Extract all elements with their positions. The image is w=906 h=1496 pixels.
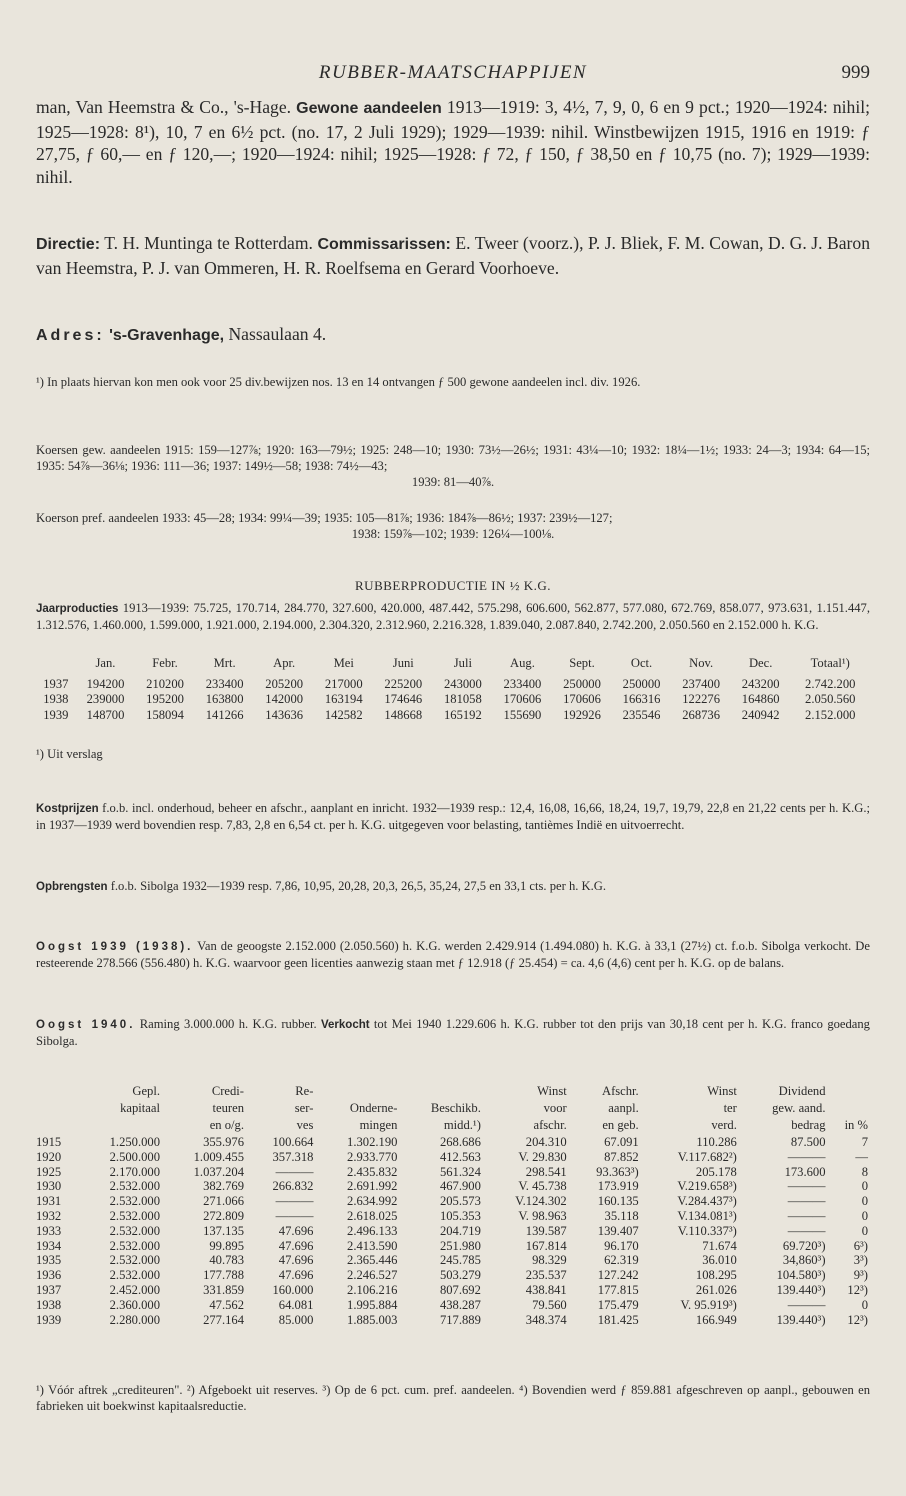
table-row	[36, 1239, 870, 1254]
table-cell: 35.118	[604, 1208, 639, 1223]
table-cell: 93.363³)	[596, 1164, 639, 1179]
footnotes-end: ¹) Vóór aftrek „crediteuren". ²) Afgeboekt uit reserves. ³) Op de 6 pct. cum. pref. aandeelen. ⁴) Bovendien werd ƒ 859.881 afgeschreven op aanpl., gebouwen en fabrieken uit boekwinst kapitaalsreductie.	[36, 1383, 870, 1414]
table-cell: 2.691.992	[347, 1179, 398, 1194]
table-cell: 210200	[146, 677, 184, 692]
table-cell: 160.000	[272, 1282, 314, 1297]
table-cell: 266.832	[272, 1179, 314, 1194]
col-header: Apr.	[273, 656, 296, 670]
table-cell: 195200	[146, 692, 184, 707]
table-cell: 2.170.000	[109, 1164, 160, 1179]
col-header	[828, 1101, 870, 1118]
oogst-1940-label: Oogst 1940.	[36, 1019, 136, 1031]
table-cell: 69.720³)	[782, 1238, 826, 1253]
table-cell: 100.664	[272, 1135, 314, 1149]
address-line	[36, 324, 326, 345]
table-cell: 2.742.200	[805, 677, 856, 692]
table-cell: 1938	[43, 692, 69, 707]
table-cell: 194200	[86, 677, 125, 692]
table-cell: 0	[861, 1297, 868, 1312]
table-cell: 2.050.560	[805, 692, 856, 707]
col-header: in %	[844, 1118, 868, 1132]
table-cell: V.110.337³)	[677, 1223, 737, 1238]
table-cell: ———	[275, 1208, 314, 1223]
table-cell: 298.541	[525, 1164, 567, 1179]
monthly-production-table	[36, 656, 870, 723]
table-cell: 142000	[265, 692, 304, 707]
text-run: 1938: 159⅞—102; 1939: 126¼—100⅛.	[351, 527, 555, 542]
table-cell: 127.242	[597, 1268, 639, 1283]
table-cell: 438.287	[439, 1297, 481, 1312]
table-cell: V. 98.963	[518, 1208, 567, 1223]
col-header: Credi-	[211, 1084, 244, 1098]
dividend-paragraph	[36, 96, 870, 188]
footnote-verslag: ¹) Uit verslag	[36, 747, 103, 761]
table-cell: 139.440³)	[776, 1282, 826, 1297]
col-header: en geb.	[602, 1118, 639, 1132]
opbrengsten-paragraph	[36, 878, 870, 895]
opbrengsten-label: Opbrengsten	[36, 881, 108, 893]
table-cell: 1939	[43, 707, 69, 722]
text-run: E. Tweer (voorz.), P. J. Bliek, F. M. Cowan, D. G. J. Baron van Heemstra, P. J. van Ommeren, H. R. Roelfsema en Gerard Voorhoeve.	[36, 233, 871, 278]
table-cell: 233400	[205, 677, 244, 692]
table-cell: 1939	[36, 1312, 62, 1327]
text-run: T. H. Muntinga te Rotterdam.	[100, 233, 318, 253]
table-cell: 205.178	[695, 1164, 737, 1179]
table-cell: 1.302.190	[347, 1135, 398, 1149]
table-row	[36, 1283, 870, 1298]
table-cell: ———	[787, 1223, 826, 1238]
table-cell: 348.374	[525, 1312, 567, 1327]
col-header: kapitaal	[120, 1101, 160, 1115]
table-cell: 357.318	[272, 1149, 314, 1164]
adres-label: Adres:	[36, 327, 105, 344]
table-cell: 166.949	[695, 1312, 737, 1327]
col-header: Nov.	[689, 656, 714, 670]
table-cell: ———	[275, 1194, 314, 1209]
table-cell: 148668	[384, 707, 423, 722]
table-cell: V. 95.919³)	[680, 1297, 737, 1312]
table-cell: 181058	[443, 692, 482, 707]
table-cell: 67.091	[604, 1135, 639, 1149]
table-cell: 250000	[622, 677, 661, 692]
table-cell: 9³)	[853, 1268, 868, 1283]
table-cell: 382.769	[203, 1179, 244, 1194]
street: Nassaulaan 4.	[224, 324, 327, 344]
table-row	[36, 1224, 870, 1239]
jaarproducties-label: Jaarproducties	[36, 603, 119, 615]
table-cell: 1937	[36, 1282, 62, 1297]
table-cell: V. 45.738	[518, 1179, 567, 1194]
col-header: Afschr.	[601, 1084, 639, 1098]
table-cell: 237400	[682, 677, 720, 692]
table-cell: 0	[861, 1194, 868, 1209]
table-cell: 110.286	[696, 1135, 737, 1149]
oogst-1940-paragraph	[36, 1016, 870, 1049]
table-cell: 245.785	[439, 1253, 481, 1268]
table-cell: 85.000	[278, 1312, 314, 1327]
oogst-1939-label: Oogst 1939 (1938).	[36, 941, 194, 953]
col-header: teuren	[212, 1101, 244, 1115]
col-header	[399, 1084, 482, 1101]
col-header: Onderne-	[349, 1101, 398, 1115]
col-header	[36, 1101, 78, 1118]
table-cell: 96.170	[604, 1238, 639, 1253]
table-cell: 1.885.003	[347, 1312, 398, 1327]
table-cell: 1.009.455	[193, 1149, 244, 1164]
table-header-row	[36, 656, 870, 677]
table-cell: 205.573	[439, 1194, 481, 1209]
commissarissen-label: Commissarissen:	[317, 236, 451, 253]
table-cell: 807.692	[439, 1282, 481, 1297]
col-header: Winst	[537, 1084, 567, 1098]
col-header	[36, 656, 76, 677]
col-header: Dec.	[748, 656, 773, 670]
table-cell: 177.815	[597, 1282, 639, 1297]
col-header: ser-	[294, 1101, 314, 1115]
table-cell: V.124.302	[515, 1194, 567, 1209]
text-run: f.o.b. Sibolga 1932—1939 resp. 7,86, 10,95, 20,28, 20,3, 26,5, 35,24, 27,5 en 33,1 cts. per h. K.G.	[107, 879, 607, 893]
table-cell: 142582	[324, 707, 363, 722]
table-cell: 235546	[622, 707, 661, 722]
kostprijzen-paragraph	[36, 800, 870, 833]
table-cell: 87.852	[604, 1149, 639, 1164]
col-header: gew. aand.	[772, 1101, 826, 1115]
table-cell: 204.310	[525, 1135, 567, 1149]
table-row	[36, 692, 870, 707]
verkocht-label: Verkocht	[321, 1019, 370, 1031]
text-run: f.o.b. incl. onderhoud, beheer en afschr., aanplant en inricht. 1932—1939 resp.: 12,4, 16,08, 16,66, 18,24, 19,7, 19,79, 22,8 en 21,22 cents per h. K.G.; in 1937—1939 werd bovendien resp. 7,83, 2,8 en 6,54 ct. per h. K.G. uitgegeven voor belasting, tantièmes Indië en uitvoerrecht.	[36, 801, 870, 833]
text-run: man, Van Heemstra & Co., 's-Hage.	[36, 97, 297, 117]
table-cell: 167.814	[525, 1238, 567, 1253]
financial-table	[36, 1084, 870, 1327]
table-cell: 108.295	[695, 1268, 737, 1283]
jaarproducties-paragraph	[36, 600, 870, 633]
table-cell: 503.279	[439, 1268, 481, 1283]
table-cell: ———	[787, 1179, 826, 1194]
table-cell: 1915	[36, 1135, 62, 1149]
table-cell: 2.435.832	[347, 1164, 398, 1179]
table-cell: 177.788	[203, 1268, 244, 1283]
table-cell: 717.889	[439, 1312, 481, 1327]
col-header: midd.¹)	[443, 1118, 481, 1132]
table-cell: 166316	[622, 692, 661, 707]
table-cell: 225200	[384, 677, 423, 692]
table-row	[36, 1253, 870, 1268]
table-row	[36, 677, 870, 692]
text-run: 1913—1919: 3, 4½, 7, 9, 0, 6 en 9 pct.; 1920—1924: nihil; 1925—1928: 8¹), 10, 7 en 6½ pct. (no. 17, 2 Juli 1929); 1929—1939: nihil. Winstbewijzen 1915, 1916 en 1919: ƒ 27,75, ƒ 60,— en ƒ 120,—; 1920—1924: nihil; 1925—1928: ƒ 72, ƒ 150, ƒ 38,50 en ƒ 10,75 (no. 7); 1929—1939: nihil.	[36, 97, 870, 187]
table-cell: 6³)	[853, 1238, 868, 1253]
table-cell: 164860	[741, 692, 780, 707]
table-row	[36, 1135, 870, 1150]
running-header	[36, 62, 870, 88]
table-cell: 47.562	[209, 1297, 244, 1312]
table-cell: 355.976	[203, 1135, 244, 1149]
koersen-pref	[36, 510, 870, 542]
kostprijzen-label: Kostprijzen	[36, 803, 99, 815]
table-cell: 139.587	[525, 1223, 567, 1238]
table-cell: 12³)	[847, 1282, 868, 1297]
table-cell: 47.696	[278, 1238, 314, 1253]
col-header	[78, 1118, 162, 1135]
table-row	[36, 1194, 870, 1209]
table-cell: 1935	[36, 1253, 62, 1268]
table-row	[36, 1313, 870, 1328]
col-header: Beschikb.	[430, 1101, 481, 1115]
table-cell: 243000	[443, 677, 482, 692]
table-cell: 2.532.000	[109, 1208, 160, 1223]
table-cell: 217000	[324, 677, 363, 692]
table-header-row	[36, 1118, 870, 1135]
table-cell: 165192	[443, 707, 482, 722]
col-header: aanpl.	[608, 1101, 639, 1115]
table-cell: 268736	[682, 707, 720, 722]
table-cell: 0	[861, 1179, 868, 1194]
table-cell: 181.425	[597, 1312, 639, 1327]
col-header: Totaal¹)	[810, 656, 850, 670]
table-cell: 438.841	[525, 1282, 567, 1297]
oogst-1939-paragraph	[36, 938, 870, 971]
table-cell: 155690	[503, 707, 542, 722]
table-cell: 1937	[43, 677, 69, 692]
table-cell: 2.532.000	[109, 1238, 160, 1253]
directie-label: Directie:	[36, 236, 101, 253]
table-cell: 0	[861, 1208, 868, 1223]
text-run: 1939: 81—40⅞.	[411, 475, 495, 490]
table-cell: 148700	[86, 707, 125, 722]
table-cell: 2.452.000	[109, 1282, 160, 1297]
table-header-row	[36, 1084, 870, 1101]
col-header: voor	[543, 1101, 567, 1115]
text-run: tot Mei 1940 1.229.606 h. K.G. rubber tot den prijs van 30,18 cent per h. K.G. franco goedang Sibolga.	[36, 1017, 870, 1049]
table-cell: 277.164	[203, 1312, 244, 1327]
col-header: Mrt.	[213, 656, 236, 670]
col-header: bedrag	[791, 1118, 826, 1132]
col-header: afschr.	[533, 1118, 567, 1132]
col-header: mingen	[359, 1118, 398, 1132]
col-header	[36, 1084, 78, 1101]
table-cell: 2.106.216	[347, 1282, 398, 1297]
col-header: Juni	[392, 656, 414, 670]
col-header: Jan.	[95, 656, 116, 670]
header-title: RUBBER-MAATSCHAPPIJEN	[318, 62, 588, 83]
table-cell: 104.580³)	[776, 1268, 826, 1283]
table-header-row	[36, 1101, 870, 1118]
page-number: 999	[841, 62, 870, 83]
col-header: en o/g.	[209, 1118, 244, 1132]
city: 's-Gravenhage,	[109, 327, 225, 344]
table-cell: 268.686	[439, 1135, 481, 1149]
table-cell: 173.600	[784, 1164, 826, 1179]
table-cell: 1934	[36, 1238, 62, 1253]
table-cell: 2.500.000	[109, 1149, 160, 1164]
table-cell: 8	[861, 1164, 868, 1179]
table-cell: 251.980	[439, 1238, 481, 1253]
table-cell: 250000	[563, 677, 601, 692]
table-cell: 137.135	[203, 1223, 244, 1238]
table-cell: 561.324	[439, 1164, 481, 1179]
table-cell: ———	[275, 1164, 314, 1179]
table-cell: 205200	[265, 677, 304, 692]
table-cell: 2.413.590	[347, 1238, 398, 1253]
col-header: ves	[296, 1118, 314, 1132]
table-cell: 170606	[503, 692, 542, 707]
table-cell: 1933	[36, 1223, 62, 1238]
table-cell: 0	[861, 1223, 868, 1238]
table-cell: 170606	[563, 692, 601, 707]
table-cell: ———	[787, 1208, 826, 1223]
table-cell: 12³)	[847, 1312, 868, 1327]
table-cell: 1936	[36, 1268, 62, 1283]
table-cell: 34,860³)	[782, 1253, 826, 1268]
table-cell: 1932	[36, 1208, 62, 1223]
table-cell: 3³)	[853, 1253, 868, 1268]
footnote-1: ¹) In plaats hiervan kon men ook voor 25 div.bewijzen nos. 13 en 14 ontvangen ƒ 500 gewone aandeelen incl. div. 1926.	[36, 375, 641, 389]
table-cell: ———	[787, 1149, 826, 1164]
col-header: Mei	[333, 656, 354, 670]
table-cell: 2.532.000	[109, 1179, 160, 1194]
table-row	[36, 708, 870, 723]
table-cell: 175.479	[597, 1297, 639, 1312]
table-cell: V.134.081³)	[677, 1208, 737, 1223]
table-cell: 243200	[741, 677, 780, 692]
table-cell: 158094	[146, 707, 184, 722]
col-header: Gepl.	[132, 1084, 160, 1098]
table-cell: 163194	[324, 692, 363, 707]
table-cell: 1931	[36, 1194, 62, 1209]
table-cell: 2.365.446	[347, 1253, 398, 1268]
col-header: Febr.	[152, 656, 178, 670]
table-cell: 143636	[265, 707, 304, 722]
col-header: verd.	[711, 1118, 737, 1132]
table-cell: 1.250.000	[109, 1135, 160, 1149]
text-run: Raming 3.000.000 h. K.G. rubber.	[135, 1017, 321, 1031]
table-cell: 87.500	[790, 1135, 826, 1149]
management-paragraph	[36, 232, 870, 279]
table-cell: 173.919	[597, 1179, 639, 1194]
table-cell: 2.496.133	[347, 1223, 398, 1238]
col-header: Aug.	[510, 656, 535, 670]
table-cell: 7	[861, 1135, 868, 1149]
table-cell: 192926	[563, 707, 601, 722]
text-run: Van de geoogste 2.152.000 (2.050.560) h. K.G. werden 2.429.914 (1.494.080) h. K.G. à 33,1 (27½) ct. f.o.b. Sibolga verkocht. De resteerende 278.566 (556.480) h. K.G. waarvoor geen licenties aanwezig staan met ƒ 12.918 (ƒ 25.454) = ca. 4,6 (4,6) cent per h. K.G. op de balans.	[36, 939, 870, 971]
text-run: Koersen gew. aandeelen 1915: 159—127⅞; 1920: 163—79½; 1925: 248—10; 1930: 73½—26½; 1931: 43¼—10; 1932: 18¼—1½; 1933: 24—3; 1934: 64—15; 1935: 54⅞—36⅛; 1936: 111—36; 1937: 149½—58; 1938: 74½—43;	[36, 443, 870, 474]
table-cell: 1.037.204	[193, 1164, 244, 1179]
table-cell: V.117.682²)	[677, 1149, 737, 1164]
table-cell: 1930	[36, 1179, 62, 1194]
table-row	[36, 1268, 870, 1283]
table-cell: 139.440³)	[776, 1312, 826, 1327]
table-cell: 99.895	[209, 1238, 244, 1253]
table-cell: ———	[787, 1194, 826, 1209]
table-cell: 98.329	[532, 1253, 567, 1268]
table-row	[36, 1298, 870, 1313]
table-cell: 261.026	[695, 1282, 737, 1297]
table-cell: 2.634.992	[347, 1194, 398, 1209]
table-cell: 71.674	[702, 1238, 737, 1253]
table-cell: 174646	[384, 692, 423, 707]
table-row	[36, 1209, 870, 1224]
col-header: Juli	[453, 656, 472, 670]
table-cell: 105.353	[439, 1208, 481, 1223]
table-cell: 122276	[682, 692, 720, 707]
col-header	[36, 1118, 78, 1135]
table-cell: V. 29.830	[518, 1149, 567, 1164]
table-cell: 47.696	[278, 1253, 314, 1268]
koersen-gewone	[36, 442, 870, 491]
table-row	[36, 1165, 870, 1180]
table-row	[36, 1179, 870, 1194]
table-cell: ———	[787, 1297, 826, 1312]
gewone-aandeelen-label: Gewone aandeelen	[296, 100, 442, 117]
col-header	[828, 1084, 870, 1101]
col-header: Dividend	[778, 1084, 826, 1098]
table-cell: 235.537	[525, 1268, 567, 1283]
table-cell: 79.560	[532, 1297, 567, 1312]
table-cell: 36.010	[702, 1253, 737, 1268]
table-cell: 2.280.000	[109, 1312, 160, 1327]
col-header: Sept.	[569, 656, 595, 670]
table-cell: —	[855, 1149, 868, 1164]
table-cell: 139.407	[597, 1223, 639, 1238]
table-cell: 271.066	[203, 1194, 244, 1209]
col-header: ter	[723, 1101, 737, 1115]
table-cell: V.284.437³)	[677, 1194, 737, 1209]
table-row	[36, 1150, 870, 1165]
table-cell: 141266	[205, 707, 244, 722]
col-header	[315, 1084, 399, 1101]
table-cell: 2.532.000	[109, 1268, 160, 1283]
table-cell: 64.081	[278, 1297, 314, 1312]
text-run: Koerson pref. aandeelen 1933: 45—28; 1934: 99¼—39; 1935: 105—81⅞; 1936: 184⅞—86½; 1937: 239½—127;	[36, 511, 613, 525]
text-run: 1913—1939: 75.725, 170.714, 284.770, 327.600, 420.000, 487.442, 575.298, 606.600, 562.877, 577.080, 672.769, 858.077, 973.631, 1.151.447, 1.312.576, 1.460.000, 1.599.000, 1.921.000, 2.194.000, 2.304.320, 2.312.960, 2.216.328, 1.839.040, 2.087.840, 2.742.200, 2.050.560 en 2.152.000 h. K.G.	[36, 601, 870, 633]
table-cell: 47.696	[278, 1223, 314, 1238]
table-cell: 1938	[36, 1297, 62, 1312]
table-cell: 2.360.000	[109, 1297, 160, 1312]
table-cell: 204.719	[439, 1223, 481, 1238]
col-header: Winst	[707, 1084, 737, 1098]
table-cell: 240942	[741, 707, 780, 722]
table-cell: 2.532.000	[109, 1194, 160, 1209]
col-header: Oct.	[630, 656, 653, 670]
table-cell: 163800	[205, 692, 244, 707]
table-cell: 2.246.527	[347, 1268, 398, 1283]
table-cell: 62.319	[604, 1253, 639, 1268]
table-cell: 47.696	[278, 1268, 314, 1283]
table-cell: 233400	[503, 677, 542, 692]
table-cell: 272.809	[203, 1208, 244, 1223]
table-cell: 40.783	[209, 1253, 244, 1268]
table-cell: 2.933.770	[347, 1149, 398, 1164]
table-cell: 2.532.000	[109, 1223, 160, 1238]
table-cell: 2.152.000	[805, 707, 856, 722]
table-cell: 1925	[36, 1164, 62, 1179]
table-cell: 239000	[86, 692, 125, 707]
table-cell: 467.900	[439, 1179, 481, 1194]
table-cell: 2.532.000	[109, 1253, 160, 1268]
table-cell: V.219.658³)	[677, 1179, 737, 1194]
table-cell: 160.135	[597, 1194, 639, 1209]
col-header: Re-	[295, 1084, 314, 1098]
table-cell: 2.618.025	[347, 1208, 398, 1223]
table-cell: 1920	[36, 1149, 62, 1164]
productie-heading: RUBBERPRODUCTIE IN ½ K.G.	[355, 578, 551, 593]
table-cell: 412.563	[439, 1149, 481, 1164]
table-cell: 331.859	[203, 1282, 244, 1297]
table-cell: 1.995.884	[347, 1297, 398, 1312]
